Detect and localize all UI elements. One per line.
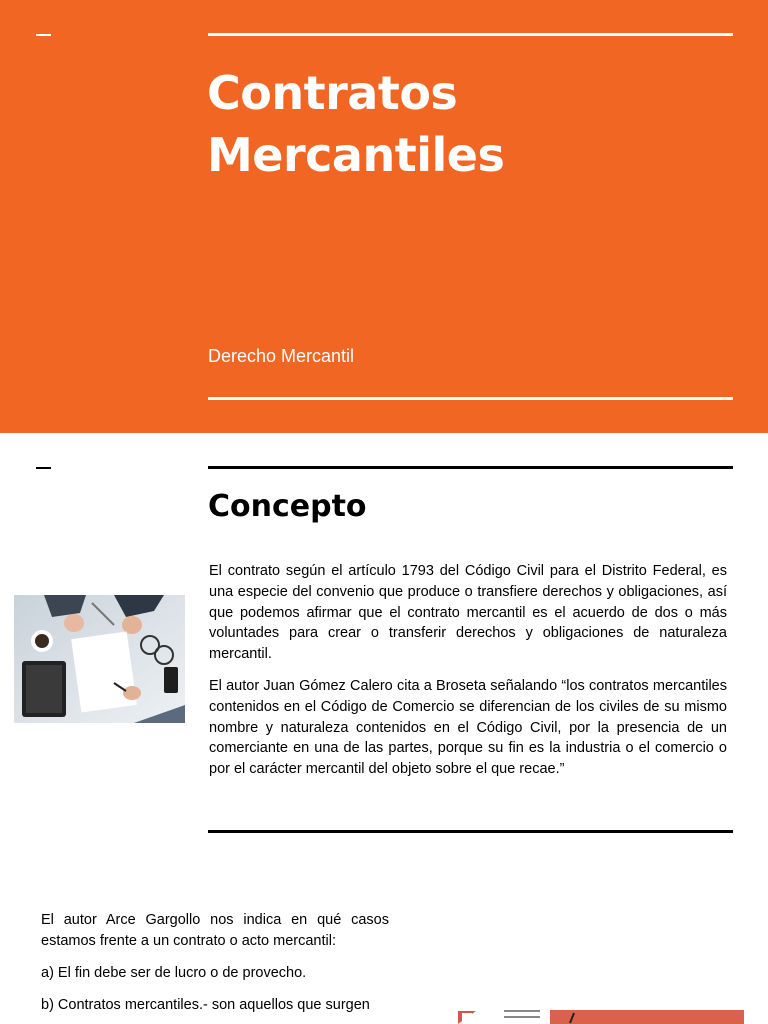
section-top-rule [208, 466, 733, 469]
list-item: a) El fin debe ser de lucro o de provecho. [41, 965, 307, 981]
banner-bottom-rule [208, 397, 733, 400]
list-item: b) Contratos mercantiles.- son aquellos que surgen [41, 997, 370, 1013]
section-title: Concepto [208, 489, 367, 524]
banner-top-rule [208, 33, 733, 36]
banner-dash [36, 34, 51, 36]
concept-body [209, 561, 727, 791]
page-title [207, 62, 727, 186]
business-meeting-photo [14, 595, 185, 723]
document-thumbnail [458, 1009, 748, 1024]
section-bottom-rule [208, 830, 733, 833]
title-line-2: Mercantiles [207, 128, 505, 182]
section-dash [36, 467, 51, 469]
paragraph: El autor Arce Gargollo nos indica en qué casos estamos frente a un contrato o acto mercantil: [41, 912, 389, 949]
title-line-1: Contratos [207, 66, 458, 120]
paragraph: El contrato según el artículo 1793 del Código Civil para el Distrito Federal, es una especie del convenio que produce o transfiere derechos y obligaciones, así que podemos afirmar que el contrato mercantil es el acuerdo de dos o más voluntades para crear o transferir derechos y obligaciones de naturaleza mercantil. [209, 563, 727, 663]
paragraph: El autor Juan Gómez Calero cita a Broseta señalando “los contratos mercantiles contenidos en el Código de Comercio se diferencian de los civiles de su mismo nombre y naturaleza contenidos en el Código Civil, por la presencia de un comerciante en una de las partes, porque su fin es la industria o el comercio o por el carácter mercantil del objeto sobre el que recae.” [209, 677, 727, 778]
lower-body [41, 910, 389, 1024]
subtitle: Derecho Mercantil [208, 346, 355, 366]
title-banner [0, 0, 768, 433]
